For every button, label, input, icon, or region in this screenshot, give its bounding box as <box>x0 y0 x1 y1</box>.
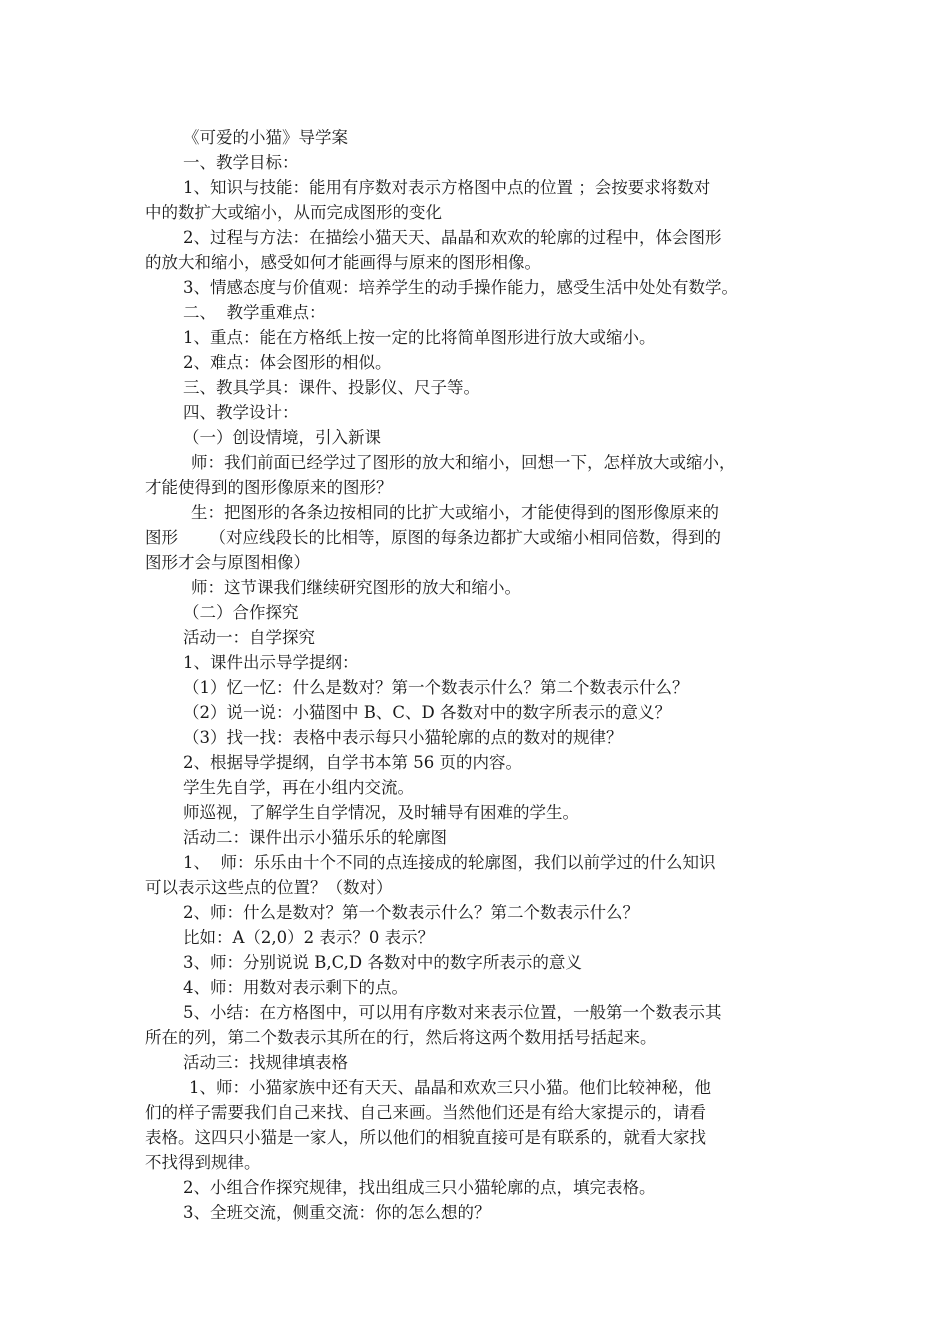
activity-heading: 活动二：课件出示小猫乐乐的轮廓图 <box>183 828 447 847</box>
paragraph-line: 1、知识与技能：能用有序数对表示方格图中点的位置 ；会按要求将数对 <box>183 178 711 197</box>
paragraph-line: 2、难点：体会图形的相似。 <box>183 353 392 372</box>
subsection-heading: （一）创设情境，引入新课 <box>183 428 381 447</box>
paragraph-line: 中的数扩大或缩小，从而完成图形的变化 <box>145 203 442 222</box>
list-item: （2）说一说：小猫图中 B、C、D 各数对中的数字所表示的意义？ <box>183 703 671 722</box>
paragraph-line: 生：把图形的各条边按相同的比扩大或缩小，才能使得到的图形像原来的 <box>191 503 719 522</box>
paragraph-line: 1、课件出示导学提纲： <box>183 653 359 672</box>
list-item: （1）忆一忆：什么是数对？第一个数表示什么？第二个数表示什么？ <box>183 678 689 697</box>
paragraph-line: 4、师：用数对表示剩下的点。 <box>183 978 408 997</box>
paragraph-line: 所在的列，第二个数表示其所在的行，然后将这两个数用括号括起来。 <box>145 1028 657 1047</box>
paragraph-line: 学生先自学，再在小组内交流。 <box>183 778 414 797</box>
paragraph-line: 不找得到规律。 <box>145 1153 261 1172</box>
paragraph-line: 师：这节课我们继续研究图形的放大和缩小。 <box>191 578 521 597</box>
paragraph-line: 们的样子需要我们自己来找、自己来画。当然他们还是有给大家提示的，请看 <box>145 1103 706 1122</box>
paragraph-line: 的放大和缩小，感受如何才能画得与原来的图形相像。 <box>145 253 541 272</box>
section-heading: 四、教学设计： <box>183 403 299 422</box>
activity-heading: 活动一：自学探究 <box>183 628 315 647</box>
subsection-heading: （二）合作探究 <box>183 603 299 622</box>
paragraph-line: 1、师：小猫家族中还有天天、晶晶和欢欢三只小猫。他们比较神秘，他 <box>189 1078 711 1097</box>
paragraph-line: 5、小结：在方格图中，可以用有序数对来表示位置，一般第一个数表示其 <box>183 1003 722 1022</box>
paragraph-line: 2、小组合作探究规律，找出组成三只小猫轮廓的点，填完表格。 <box>183 1178 656 1197</box>
list-item: （3）找一找：表格中表示每只小猫轮廓的点的数对的规律？ <box>183 728 623 747</box>
paragraph-line: 图形才会与原图相像） <box>145 553 310 572</box>
section-heading: 二、 教学重难点： <box>183 303 326 322</box>
paragraph-line: 图形 （对应线段长的比相等，原图的每条边都扩大或缩小相同倍数，得到的 <box>145 528 721 547</box>
paragraph-line: 才能使得到的图形像原来的图形？ <box>145 478 393 497</box>
paragraph-line: 3、全班交流，侧重交流：你的怎么想的？ <box>183 1203 491 1222</box>
paragraph-line: 可以表示这些点的位置？（数对） <box>145 878 393 897</box>
paragraph-line: 1、重点：能在方格纸上按一定的比将简单图形进行放大或缩小。 <box>183 328 656 347</box>
paragraph-line: 师巡视，了解学生自学情况，及时辅导有困难的学生。 <box>183 803 579 822</box>
paragraph-line: 3、情感态度与价值观：培养学生的动手操作能力，感受生活中处处有数学。 <box>183 278 738 297</box>
paragraph-line: 表格。这四只小猫是一家人，所以他们的相貌直接可是有联系的，就看大家找 <box>145 1128 706 1147</box>
paragraph-line: 比如：A（2,0）2 表示？0 表示？ <box>183 928 435 947</box>
paragraph-line: 3、师：分别说说 B,C,D 各数对中的数字所表示的意义 <box>183 953 582 972</box>
paragraph-line: 1、 师：乐乐由十个不同的点连接成的轮廓图，我们以前学过的什么知识 <box>183 853 716 872</box>
section-heading: 三、教具学具：课件、投影仪、尺子等。 <box>183 378 480 397</box>
paragraph-line: 2、过程与方法：在描绘小猫天天、晶晶和欢欢的轮廓的过程中，体会图形 <box>183 228 722 247</box>
paragraph-line: 师：我们前面已经学过了图形的放大和缩小，回想一下，怎样放大或缩小， <box>191 453 736 472</box>
paragraph-line: 2、师：什么是数对？第一个数表示什么？第二个数表示什么？ <box>183 903 639 922</box>
activity-heading: 活动三：找规律填表格 <box>183 1053 348 1072</box>
document-title: 《可爱的小猫》导学案 <box>183 128 348 147</box>
section-heading: 一、教学目标： <box>183 153 299 172</box>
paragraph-line: 2、根据导学提纲，自学书本第 56 页的内容。 <box>183 753 522 772</box>
